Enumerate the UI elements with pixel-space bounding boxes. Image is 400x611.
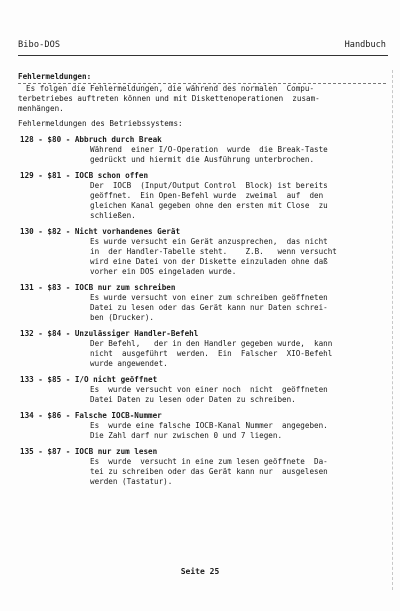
error-desc-line: Die Zahl darf nur zwischen 0 und 7 liegen. <box>90 431 283 440</box>
error-title: 129 - $81 - IOCB schon offen <box>20 171 149 180</box>
error-title: 131 - $83 - IOCB nur zum schreiben <box>20 283 176 292</box>
error-title: 134 - $86 - Falsche IOCB-Nummer <box>20 411 162 420</box>
error-desc-line: wird eine Datei von der Diskette einzuladen ohne daß <box>90 257 328 266</box>
error-desc-line: Es wurde versucht von einer noch nicht geöffneten <box>90 385 328 394</box>
error-desc-line: schließen. <box>90 211 136 220</box>
error-desc-line: gedrückt und hiermit die Ausführung unterbrochen. <box>90 155 315 164</box>
margin-dashes <box>392 70 394 590</box>
error-desc-line: Es wurde versucht von einer zum schreiben geöffneten <box>90 293 328 302</box>
header-rule <box>18 55 388 56</box>
intro-line: Es folgen die Fehlermeldungen, die während des normalen Compu- <box>26 84 315 93</box>
header-section: Handbuch <box>344 40 386 50</box>
error-desc-line: nicht ausgeführt werden. Ein Falscher XIO-Befehl <box>90 349 333 358</box>
error-desc-line: Es wurde eine falsche IOCB-Kanal Nummer angegeben. <box>90 421 328 430</box>
error-desc-line: werden (Tastatur). <box>90 477 173 486</box>
error-desc-line: geöffnet. Ein Open-Befehl wurde zweimal auf den <box>90 191 324 200</box>
intro-line: terbetriebes auftreten können und mit Diskettenoperationen zusam- <box>18 94 320 103</box>
error-desc-line: vorher ein DOS eingeladen wurde. <box>90 267 237 276</box>
error-title: 135 - $87 - IOCB nur zum lesen <box>20 447 158 456</box>
error-title: 133 - $85 - I/O nicht geöffnet <box>20 375 158 384</box>
intro-line: menhängen. <box>18 104 64 113</box>
error-desc-line: Datei zu lesen oder das Gerät kann nur Daten schrei- <box>90 303 328 312</box>
section-title: Fehlermeldungen des Betriebssystems: <box>18 119 183 128</box>
error-title: 128 - $80 - Abbruch durch Break <box>20 135 162 144</box>
error-desc-line: in der Handler-Tabelle steht. Z.B. wenn versucht <box>90 247 337 256</box>
error-desc-line: Der IOCB (Input/Output Control Block) ist bereits <box>90 181 328 190</box>
error-desc-line: gleichen Kanal gegeben ohne den ersten mit Close zu <box>90 201 328 210</box>
error-desc-line: Während einer I/O-Operation wurde die Break-Taste <box>90 145 328 154</box>
section-heading: Fehlermeldungen: <box>18 72 92 81</box>
error-desc-line: Der Befehl, der in den Handler gegeben wurde, kann <box>90 339 333 348</box>
error-desc-line: tei zu schreiben oder das Gerät kann nur ausgelesen <box>90 467 328 476</box>
page-number: Seite 25 <box>180 567 220 576</box>
error-desc-line: ben (Drucker). <box>90 313 155 322</box>
header-title: Bibo-DOS <box>18 40 61 50</box>
error-desc-line: Es wurde versucht ein Gerät anzusprechen, das nicht <box>90 237 328 246</box>
error-desc-line: Es wurde versucht in eine zum lesen geöffnete Da- <box>90 457 328 466</box>
error-title: 132 - $84 - Unzulässiger Handler-Befehl <box>20 329 199 338</box>
error-desc-line: Datei Daten zu lesen oder Daten zu schreiben. <box>90 395 296 404</box>
error-title: 130 - $82 - Nicht vorhandenes Gerät <box>20 227 181 236</box>
error-desc-line: wurde angewendet. <box>90 359 168 368</box>
